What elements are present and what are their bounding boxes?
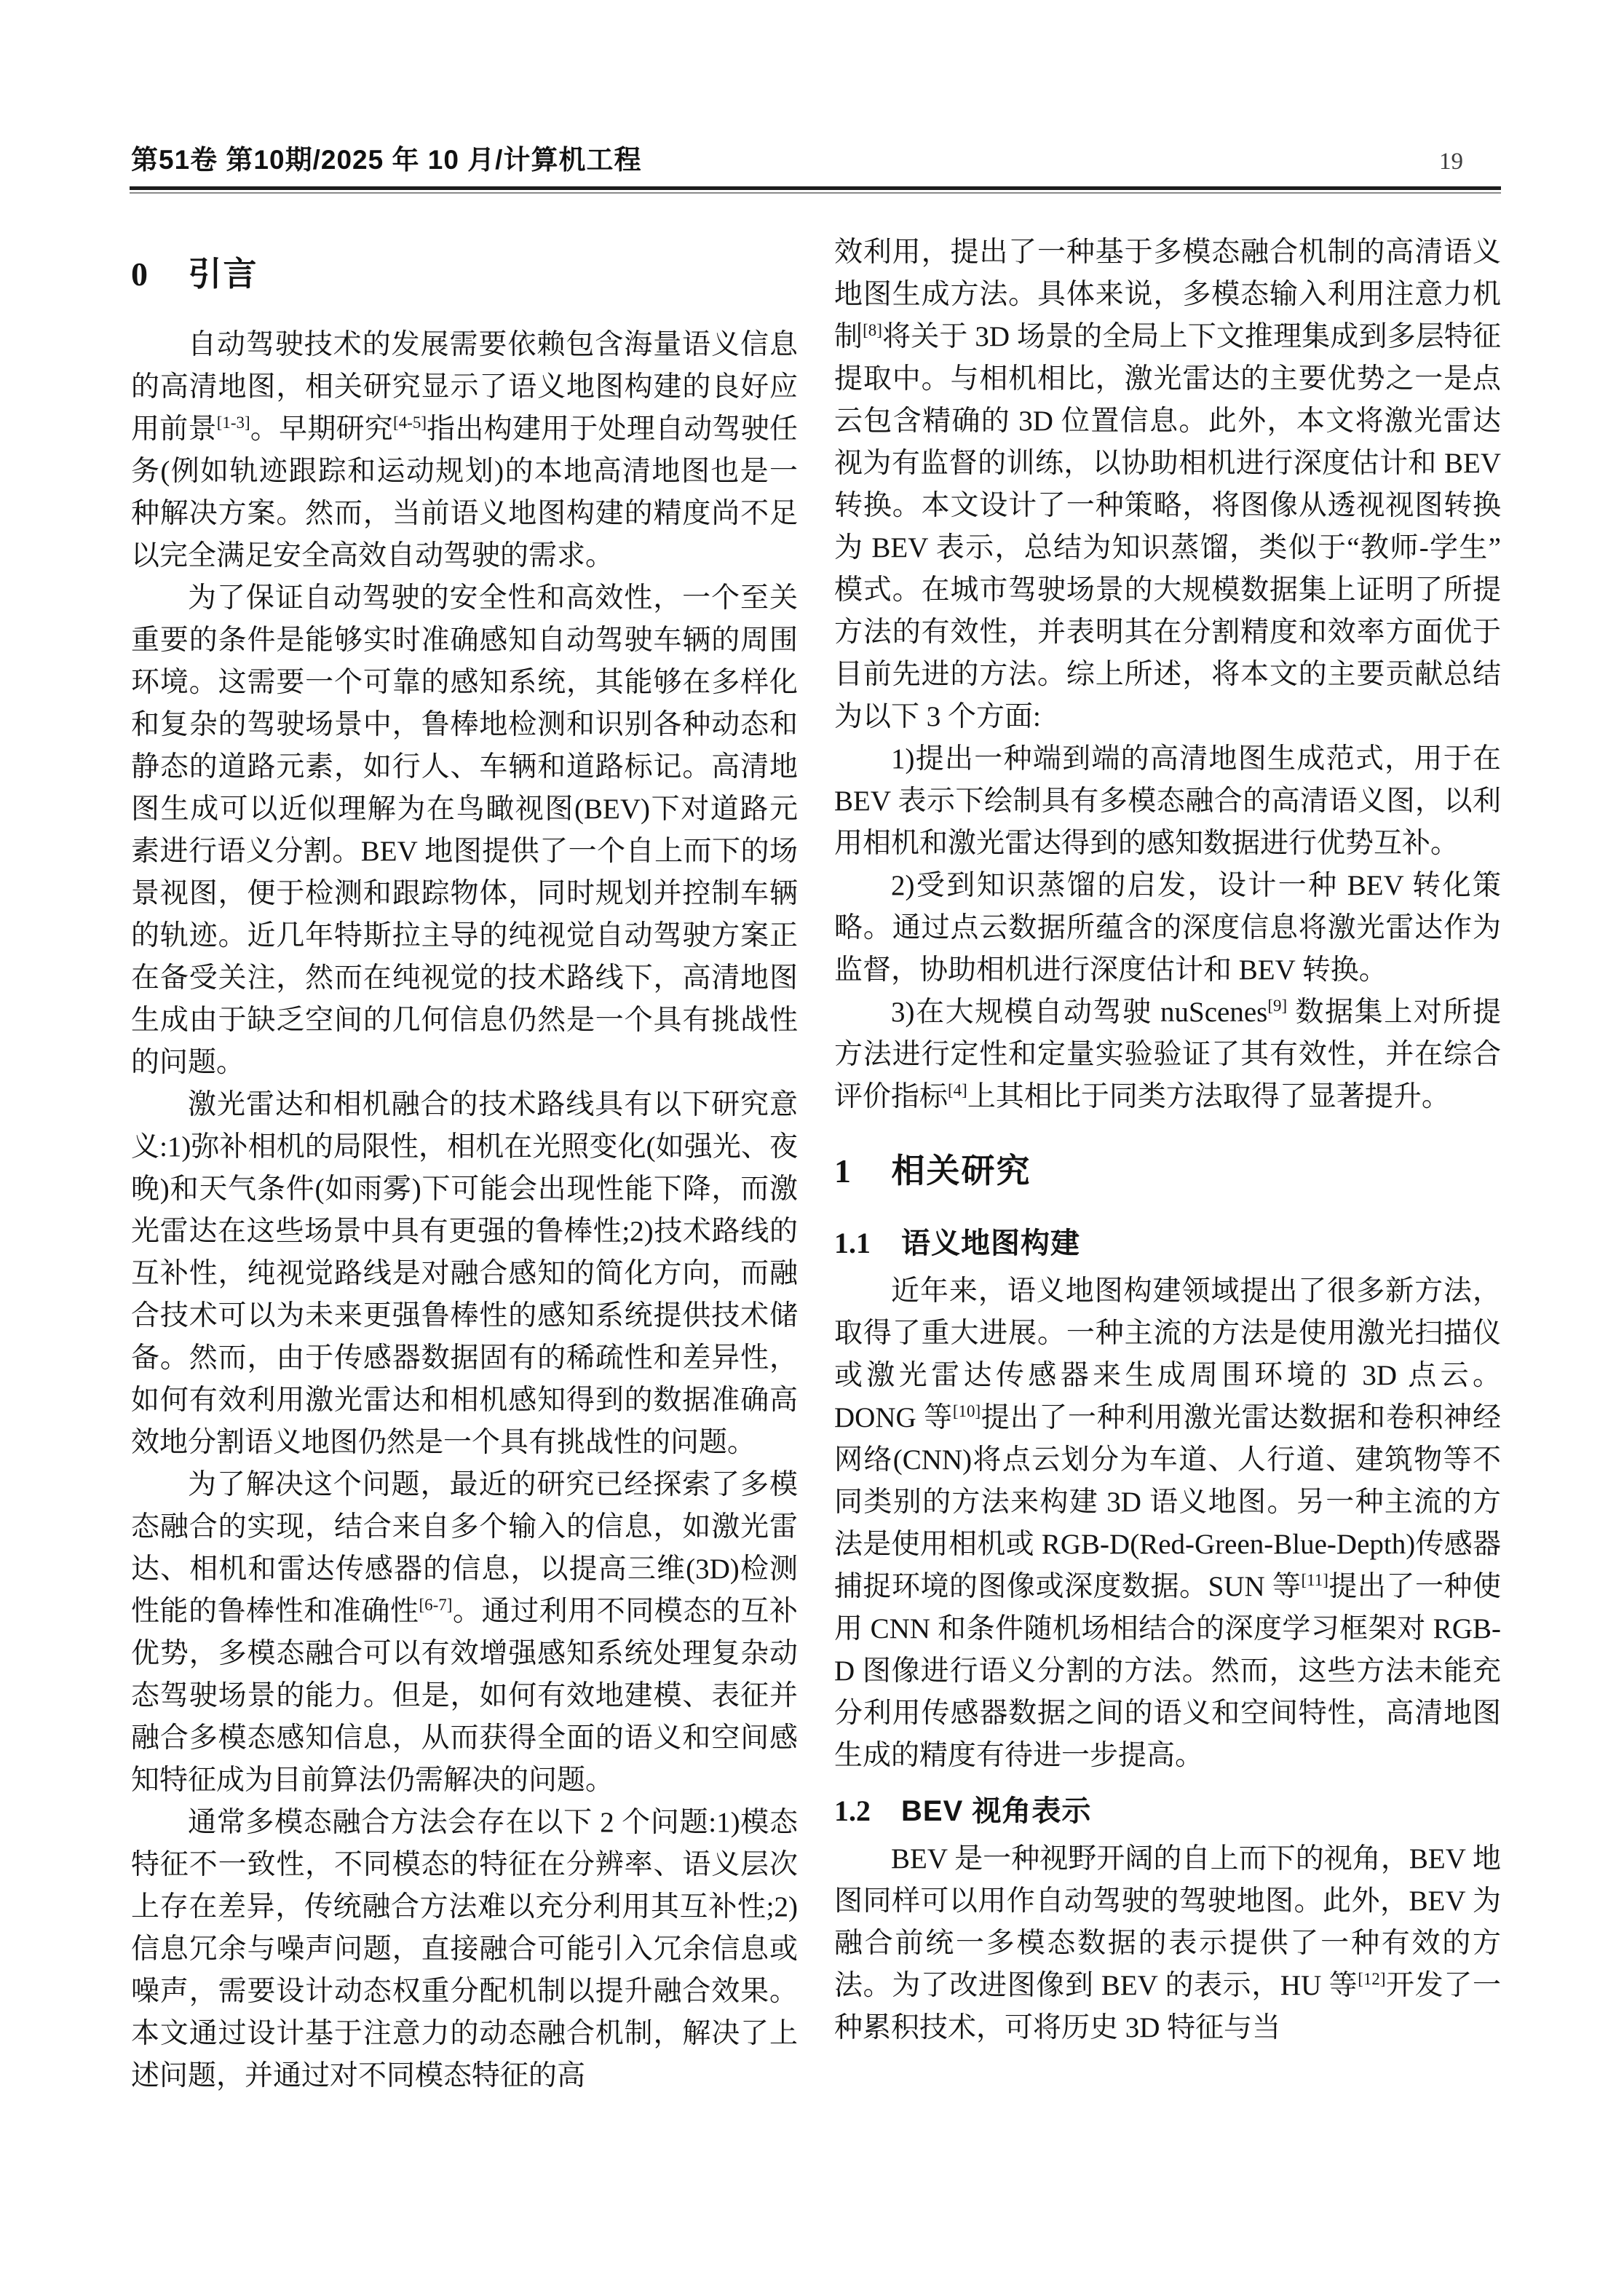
section-title: 引言 (188, 255, 258, 293)
paragraph-intro-3: 激光雷达和相机融合的技术路线具有以下研究意义:1)弥补相机的局限性，相机在光照变化(如强光、夜晚)和天气条件(如雨雾)下可能会出现性能下降，而激光雷达在这些场景中具有更强的鲁棒性;2)技术路线的互补性，纯视觉路线是对融合感知的简化方向，而融合技术可以为未来更强鲁棒性的感知系统提供技术储备。然而，由于传感器数据固有的稀疏性和差异性，如何有效利用激光雷达和相机感知得到的数据准确高效地分割语义地图仍然是一个具有挑战性的问题。 (131, 1089, 798, 1458)
paragraph-intro-4: 为了解决这个问题，最近的研究已经探索了多模态融合的实现，结合来自多个输入的信息，如激光雷达、相机和雷达传感器的信息，以提高三维(3D)检测性能的鲁棒性和准确性[6-7]。通过利用不同模态的互补优势，多模态融合可以有效增强感知系统处理复杂动态驾驶场景的能力。但是，如何有效地建模、表征并融合多模态感知信息，从而获得全面的语义和空间感知特征成为目前算法仍需解决的问题。 (131, 1469, 798, 1796)
paragraph-intro-1: 自动驾驶技术的发展需要依赖包含海量语义信息的高清地图，相关研究显示了语义地图构建的良好应用前景[1-3]。早期研究[4-5]指出构建用于处理自动驾驶任务(例如轨迹跟踪和运动规划)的本地高清地图也是一种解决方案。然而，当前语义地图构建的精度尚不足以完全满足安全高效自动驾驶的需求。 (131, 329, 798, 571)
citation-ref: [11] (1301, 1571, 1328, 1589)
section-heading-1-related-work (834, 1150, 1501, 1192)
citation-ref: [1-3] (216, 413, 250, 432)
section-number: 1 (834, 1152, 851, 1189)
journal-header-text: 第51卷 第10期/2025 年 10 月/计算机工程 (131, 145, 642, 175)
paragraph-contribution-1: 1)提出一种端到端的高清地图生成范式，用于在 BEV 表示下绘制具有多模态融合的高清语义图，以利用相机和激光雷达得到的感知数据进行优势互补。 (834, 743, 1501, 859)
citation-ref: [10] (952, 1402, 981, 1420)
left-column (131, 231, 798, 2097)
page-number: 19 (1439, 149, 1463, 175)
paragraph-intro-5: 通常多模态融合方法会存在以下 2 个问题:1)模态特征不一致性，不同模态的特征在分辨率、语义层次上存在差异，传统融合方法难以充分利用其互补性;2)信息冗余与噪声问题，直接融合可能引入冗余信息或噪声，需要设计动态权重分配机制以提升融合效果。本文通过设计基于注意力的动态融合机制，解决了上述问题，并通过对不同模态特征的高 (131, 1807, 798, 2091)
section-title: 语义地图构建 (901, 1227, 1080, 1259)
section-number: 1.2 (834, 1794, 871, 1827)
paragraph-intro-2: 为了保证自动驾驶的安全性和高效性，一个至关重要的条件是能够实时准确感知自动驾驶车辆的周围环境。这需要一个可靠的感知系统，其能够在多样化和复杂的驾驶场景中，鲁棒地检测和识别各种动态和静态的道路元素，如行人、车辆和道路标记。高清地图生成可以近似理解为在鸟瞰视图(BEV)下对道路元素进行语义分割。BEV 地图提供了一个自上而下的场景视图，便于检测和跟踪物体，同时规划并控制车辆的轨迹。近几年特斯拉主导的纯视觉自动驾驶方案正在备受关注，然而在纯视觉的技术路线下，高清地图生成由于缺乏空间的几何信息仍然是一个具有挑战性的问题。 (131, 582, 798, 1078)
section-number: 1.1 (834, 1227, 871, 1259)
citation-ref: [4] (948, 1081, 967, 1099)
citation-ref: [8] (863, 321, 882, 339)
header-rule (130, 186, 1501, 194)
header-rule-thick (130, 186, 1501, 190)
paragraph-contribution-3: 3)在大规模自动驾驶 nuScenes[9] 数据集上对所提方法进行定性和定量实验验证了其有效性，并在综合评价指标[4]上其相比于同类方法取得了显著提升。 (834, 997, 1501, 1112)
paragraph-intro-5-continued: 效利用，提出了一种基于多模态融合机制的高清语义地图生成方法。具体来说，多模态输入利用注意力机制[8]将关于 3D 场景的全局上下文推理集成到多层特征提取中。与相机相比，激光雷达的主要优势之一是点云包含精确的 3D 位置信息。此外，本文将激光雷达视为有监督的训练，以协助相机进行深度估计和 BEV 转换。本文设计了一种策略，将图像从透视视图转换为 BEV 表示，总结为知识蒸馏，类似于“教师-学生”模式。在城市驾驶场景的大规模数据集上证明了所提方法的有效性，并表明其在分割精度和效率方面优于目前先进的方法。综上所述，将本文的主要贡献总结为以下 3 个方面: (834, 237, 1501, 732)
header-rule-thin (130, 192, 1501, 194)
paragraph-contribution-2: 2)受到知识蒸馏的启发，设计一种 BEV 转化策略。通过点云数据所蕴含的深度信息将激光雷达作为监督，协助相机进行深度估计和 BEV 转换。 (834, 870, 1501, 986)
page-header (131, 144, 1501, 176)
section-title: 相关研究 (891, 1152, 1031, 1189)
section-heading-1-1-semantic-map (834, 1225, 1501, 1262)
section-heading-1-2-bev-view (834, 1793, 1501, 1829)
paragraph-bev-view: BEV 是一种视野开阔的自上而下的视角，BEV 地图同样可以用作自动驾驶的驾驶地图。此外，BEV 为融合前统一多模态数据的表示提供了一种有效的方法。为了改进图像到 BEV 的表示，HU 等[12]开发了一种累积技术，可将历史 3D 特征与当 (834, 1843, 1501, 2043)
section-title: BEV 视角表示 (901, 1795, 1092, 1827)
section-heading-0-introduction (131, 253, 798, 295)
citation-ref: [12] (1358, 1970, 1386, 1988)
citation-ref: [9] (1267, 997, 1288, 1015)
citation-ref: [4-5] (393, 413, 427, 432)
section-number: 0 (131, 256, 148, 293)
paragraph-semantic-map: 近年来，语义地图构建领域提出了很多新方法，取得了重大进展。一种主流的方法是使用激光扫描仪或激光雷达传感器来生成周围环境的 3D 点云。DONG 等[10]提出了一种利用激光雷达数据和卷积神经网络(CNN)将点云划分为车道、人行道、建筑物等不同类别的方法来构建 3D 语义地图。另一种主流的方法是使用相机或 RGB-D(Red-Green-Blue-Depth)传感器捕捉环境的图像或深度数据。SUN 等[11]提出了一种使用 CNN 和条件随机场相结合的深度学习框架对 RGB-D 图像进行语义分割的方法。然而，这些方法未能充分利用传感器数据之间的语义和空间特性，高清地图生成的精度有待进一步提高。 (834, 1275, 1501, 1771)
citation-ref: [6-7] (419, 1596, 453, 1614)
right-column (834, 231, 1501, 2049)
